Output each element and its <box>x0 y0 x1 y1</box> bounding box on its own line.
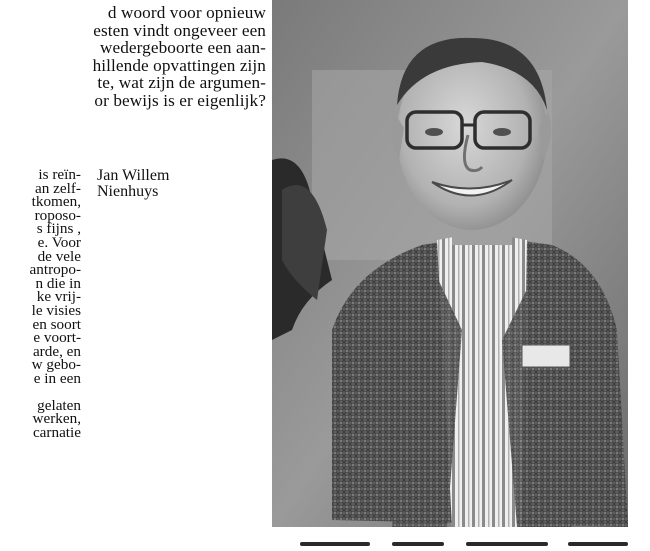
intro-line: hillende opvattingen zijn <box>92 55 266 75</box>
column-line: werken, <box>32 410 81 428</box>
column-line: de vele <box>37 247 81 265</box>
intro-line: te, wat zijn de argumen- <box>97 73 266 93</box>
author-last-name: Nienhuys <box>97 183 159 200</box>
intro-line: esten vindt ongeveer een <box>93 20 266 40</box>
column-line: le visies <box>31 301 81 319</box>
intro-line: wedergeboorte een aan- <box>99 38 266 58</box>
column-line: tkomen, <box>31 193 81 211</box>
column-line: s fijns , <box>36 220 81 238</box>
portrait-image <box>272 0 628 527</box>
author-photo <box>272 0 628 527</box>
column-line: w gebo- <box>31 356 81 374</box>
column-line: n die in <box>35 274 81 292</box>
column-line: carnatie <box>32 423 81 441</box>
column-line: arde, en <box>32 342 81 360</box>
column-line: roposo- <box>34 206 81 224</box>
column-line: en soort <box>32 315 81 333</box>
column-line: an zelf- <box>35 179 81 197</box>
intro-line: or bewijs is er eigenlijk? <box>94 90 266 110</box>
column-line: e voort- <box>33 329 81 347</box>
column-line: gelaten <box>37 396 81 414</box>
column-line: antropo- <box>29 261 81 279</box>
author-first-name: Jan Willem <box>97 167 170 184</box>
name-badge <box>522 345 570 367</box>
body-column <box>0 168 81 439</box>
column-line: is reïn- <box>38 166 81 183</box>
author-byline <box>97 168 169 200</box>
column-line: e in een <box>33 369 81 387</box>
cropped-text-line <box>300 533 640 551</box>
column-line: e. Voor <box>37 233 81 251</box>
column-line: ke vrij- <box>36 288 81 306</box>
intro-line: d woord voor opnieuw <box>107 3 266 22</box>
intro-paragraph <box>0 4 266 110</box>
